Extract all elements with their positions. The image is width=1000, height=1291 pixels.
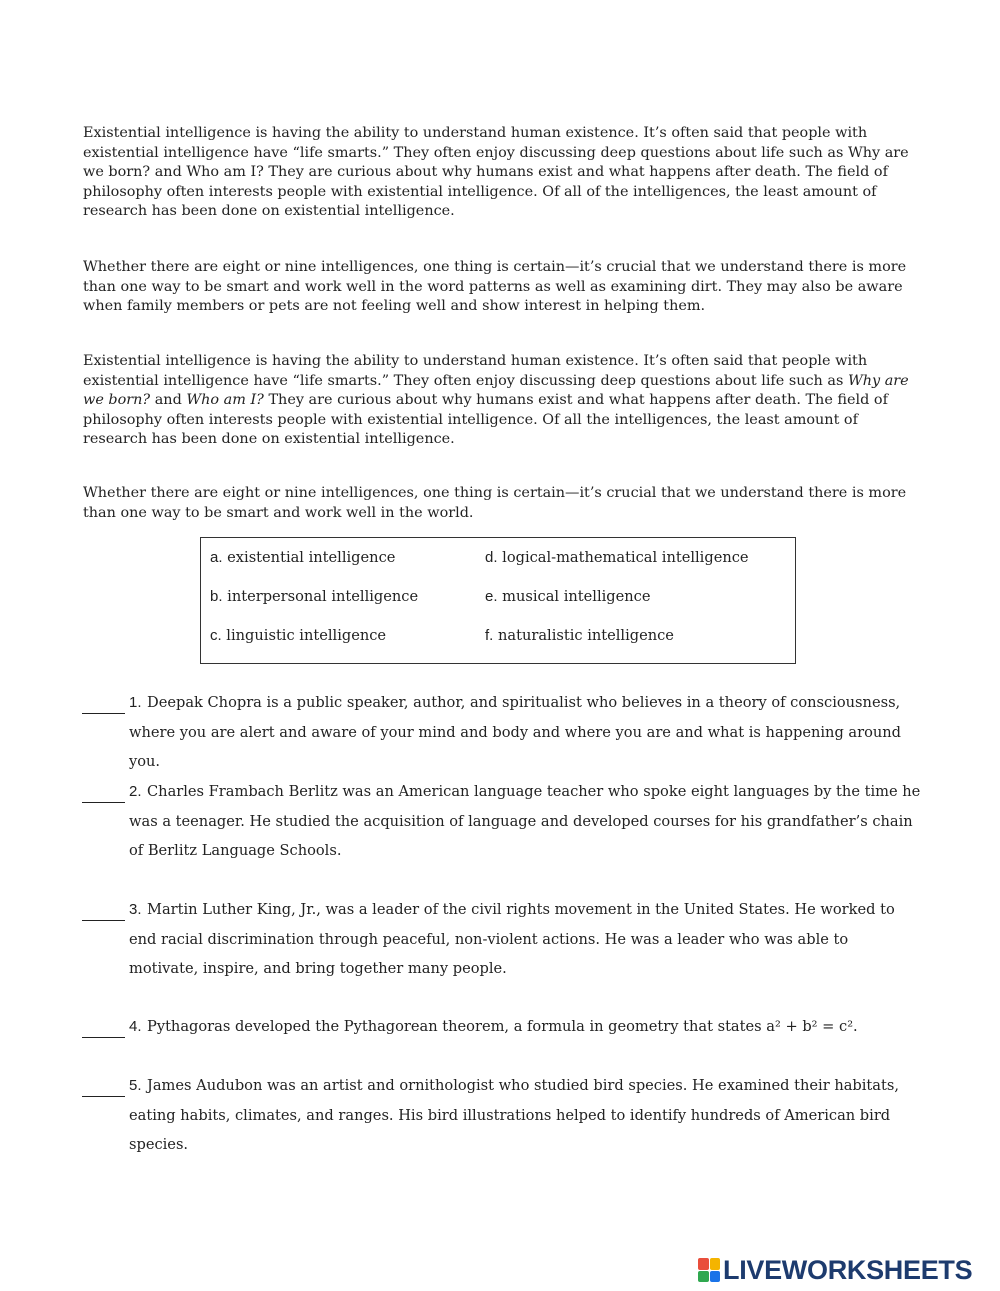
p3-text-b: and bbox=[150, 392, 187, 408]
logo-square bbox=[698, 1271, 709, 1283]
option-letter: d. bbox=[485, 549, 498, 566]
answer-key-box bbox=[200, 537, 796, 664]
question-number: 3. bbox=[129, 901, 142, 918]
liveworksheets-logo[interactable] bbox=[698, 1255, 972, 1285]
question-number: 4. bbox=[129, 1018, 142, 1035]
p3-text-a: Existential intelligence is having the ability to understand human existence. It’s often said that people with existential intelligence have “life smarts.” They often enjoy discussing deep questions about life such as bbox=[83, 353, 868, 389]
p3-italic-1: Why are we born? bbox=[83, 372, 909, 408]
logo-square bbox=[698, 1258, 709, 1270]
intro-paragraph-1: Existential intelligence is having the ability to understand human existence. It’s often said that people with existential intelligence have “life smarts.” They often enjoy discussing deep questions about life such as Why are we born? and Who am I? They are curious about why humans exist and what happens after death. The field of philosophy often interests people with existential intelligence. Of all of the intelligences, the least amount of research has been done on existential intelligence. bbox=[83, 125, 909, 219]
answer-blank-2[interactable] bbox=[82, 781, 125, 803]
option-text: naturalistic intelligence bbox=[493, 627, 674, 644]
option-c bbox=[210, 626, 386, 646]
option-e bbox=[485, 587, 651, 607]
option-text: interpersonal intelligence bbox=[222, 588, 419, 605]
option-text: musical intelligence bbox=[497, 588, 651, 605]
intro-paragraph-4: Whether there are eight or nine intelligences, one thing is certain—it’s crucial that we understand there is more than one way to be smart and work well in the world. bbox=[83, 485, 907, 521]
logo-text: LIVEWORKSHEETS bbox=[723, 1254, 973, 1285]
option-letter: c. bbox=[210, 627, 222, 644]
answer-blank-3[interactable] bbox=[82, 899, 125, 921]
question-text: Deepak Chopra is a public speaker, author, and spiritualist who believes in a theory of consciousness, where you are alert and aware of your mind and body and where you are and what is happening around you. bbox=[129, 694, 902, 770]
question-text: Pythagoras developed the Pythagorean theorem, a formula in geometry that states a² + b² = c². bbox=[147, 1018, 858, 1035]
question-1 bbox=[82, 692, 922, 781]
answer-blank-1[interactable] bbox=[82, 692, 125, 714]
logo-mark-icon bbox=[698, 1258, 720, 1282]
option-letter: a. bbox=[210, 549, 223, 566]
question-text: Martin Luther King, Jr., was a leader of the civil rights movement in the United States. He worked to end racial discrimination through peaceful, non-violent actions. He was a leader who was able to motivate, inspire, and bring together many people. bbox=[129, 901, 895, 977]
logo-square bbox=[710, 1271, 721, 1283]
answer-blank-4[interactable] bbox=[82, 1016, 125, 1038]
option-letter: b. bbox=[210, 588, 223, 605]
option-text: existential intelligence bbox=[222, 549, 396, 566]
option-a bbox=[210, 548, 395, 568]
intro-paragraph-3 bbox=[83, 352, 923, 450]
option-text: logical-mathematical intelligence bbox=[497, 549, 749, 566]
answer-blank-5[interactable] bbox=[82, 1075, 125, 1097]
option-b bbox=[210, 587, 418, 607]
question-5 bbox=[82, 1075, 922, 1164]
question-text: James Audubon was an artist and ornithologist who studied bird species. He examined their habitats, eating habits, climates, and ranges. His bird illustrations helped to identify hundreds of American bird species. bbox=[129, 1077, 899, 1153]
option-text: linguistic intelligence bbox=[221, 627, 387, 644]
option-letter: e. bbox=[485, 588, 498, 605]
question-number: 2. bbox=[129, 783, 142, 800]
question-2 bbox=[82, 781, 922, 870]
question-4 bbox=[82, 1016, 922, 1046]
question-number: 5. bbox=[129, 1077, 142, 1094]
question-text: Charles Frambach Berlitz was an American language teacher who spoke eight languages by the time he was a teenager. He studied the acquisition of language and developed courses for his grandfather’s chain of Berlitz Language Schools. bbox=[129, 783, 921, 859]
logo-square bbox=[710, 1258, 721, 1270]
option-d bbox=[485, 548, 749, 568]
option-f bbox=[485, 626, 674, 646]
option-letter: f. bbox=[485, 627, 494, 644]
question-3 bbox=[82, 899, 922, 988]
p3-italic-2: Who am I? bbox=[186, 392, 264, 408]
question-number: 1. bbox=[129, 694, 142, 711]
p3-text-c: They are curious about why humans exist and what happens after death. The field of philosophy often interests people with existential intelligence. Of all the intelligences, the least amount of research has been done on existential intelligence. bbox=[83, 392, 888, 447]
intro-paragraph-2: Whether there are eight or nine intelligences, one thing is certain—it’s crucial that we understand there is more than one way to be smart and work well in the word patterns as well as examining dirt. They may also be aware when family members or pets are not feeling well and show interest in helping them. bbox=[83, 259, 907, 314]
